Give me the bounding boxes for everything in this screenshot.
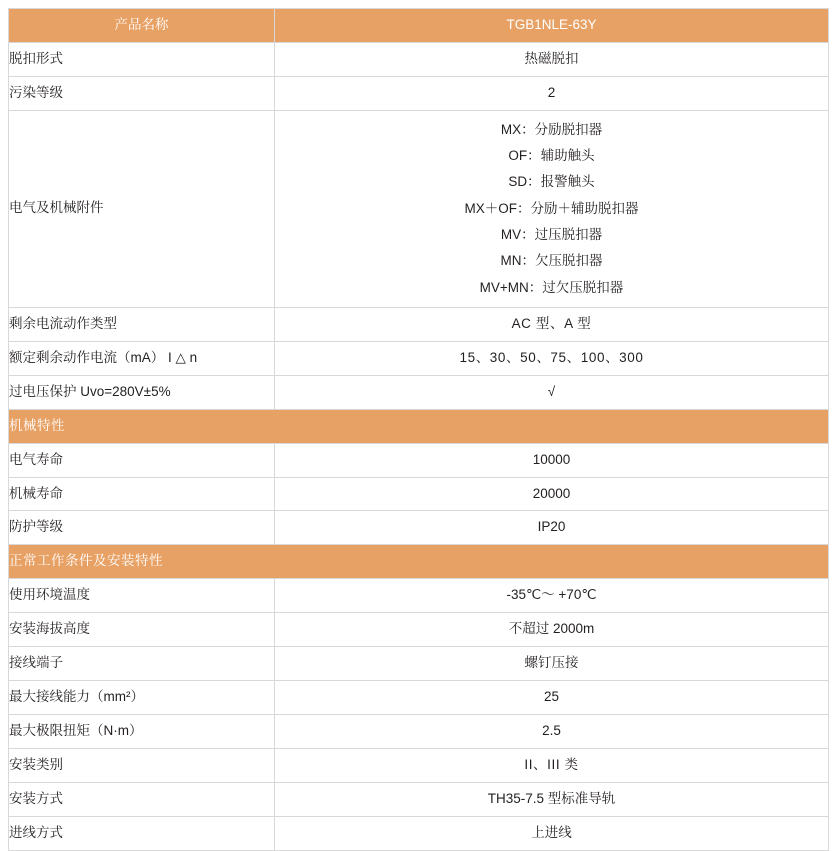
- row-label: 进线方式: [9, 816, 275, 850]
- row-value: 不超过 2000m: [275, 613, 829, 647]
- row-label: 防护等级: [9, 511, 275, 545]
- accessory-item: SD：报警触头: [508, 174, 595, 190]
- row-label: 最大极限扭矩（N·m）: [9, 715, 275, 749]
- table-row: [9, 375, 829, 409]
- row-label: 剩余电流动作类型: [9, 307, 275, 341]
- table-header-row: [9, 9, 829, 43]
- row-label: 机械寿命: [9, 477, 275, 511]
- row-value: 上进线: [275, 816, 829, 850]
- product-specification-table: [8, 8, 829, 851]
- section-label: 正常工作条件及安装特性: [9, 545, 829, 579]
- accessory-item: OF：辅助触头: [508, 148, 595, 164]
- table-row: [9, 76, 829, 110]
- row-value: √: [275, 375, 829, 409]
- table-row-accessories: [9, 110, 829, 307]
- row-value: 2: [275, 76, 829, 110]
- accessory-item: MX：分励脱扣器: [500, 121, 603, 137]
- row-value: 2.5: [275, 715, 829, 749]
- accessory-item: MV：过压脱扣器: [500, 227, 603, 243]
- header-product-model: TGB1NLE-63Y: [275, 9, 829, 43]
- row-label: 安装类别: [9, 748, 275, 782]
- table-row: [9, 443, 829, 477]
- accessory-item: MN：欠压脱扣器: [500, 253, 603, 269]
- row-label: 最大接线能力（mm²）: [9, 681, 275, 715]
- table-row: [9, 579, 829, 613]
- row-label: 安装海拔高度: [9, 613, 275, 647]
- row-value: 25: [275, 681, 829, 715]
- row-value: 15、30、50、75、100、300: [275, 341, 829, 375]
- row-label: 接线端子: [9, 647, 275, 681]
- row-value: -35℃～ +70℃: [275, 579, 829, 613]
- table-row: [9, 647, 829, 681]
- table-row: [9, 681, 829, 715]
- section-header-mechanical: [9, 409, 829, 443]
- table-row: [9, 511, 829, 545]
- row-label: 污染等级: [9, 76, 275, 110]
- row-label: 电气及机械附件: [9, 110, 275, 307]
- table-row: [9, 748, 829, 782]
- table-row: [9, 816, 829, 850]
- row-value: 20000: [275, 477, 829, 511]
- row-value: AC 型、A 型: [275, 307, 829, 341]
- accessory-item: MX＋OF：分励＋辅助脱扣器: [464, 200, 639, 216]
- row-value-accessory-list: [275, 110, 829, 307]
- table-row: [9, 782, 829, 816]
- row-label: 安装方式: [9, 782, 275, 816]
- row-value: II、III 类: [275, 748, 829, 782]
- table-row: [9, 341, 829, 375]
- table-row: [9, 42, 829, 76]
- table-row: [9, 613, 829, 647]
- table-body: [9, 9, 829, 851]
- row-value: 螺钉压接: [275, 647, 829, 681]
- row-value: TH35-7.5 型标准导轨: [275, 782, 829, 816]
- row-label: 过电压保护 Uvo=280V±5%: [9, 375, 275, 409]
- section-label: 机械特性: [9, 409, 829, 443]
- row-value: 热磁脱扣: [275, 42, 829, 76]
- row-label: 使用环境温度: [9, 579, 275, 613]
- row-label: 电气寿命: [9, 443, 275, 477]
- accessory-item: MV+MN：过欠压脱扣器: [479, 279, 624, 295]
- row-value: IP20: [275, 511, 829, 545]
- row-label: 额定剩余动作电流（mA） I △ n: [9, 341, 275, 375]
- table-row: [9, 715, 829, 749]
- section-header-operating-conditions: [9, 545, 829, 579]
- table-row: [9, 307, 829, 341]
- table-row: [9, 477, 829, 511]
- header-product-name: 产品名称: [9, 9, 275, 43]
- row-label: 脱扣形式: [9, 42, 275, 76]
- row-value: 10000: [275, 443, 829, 477]
